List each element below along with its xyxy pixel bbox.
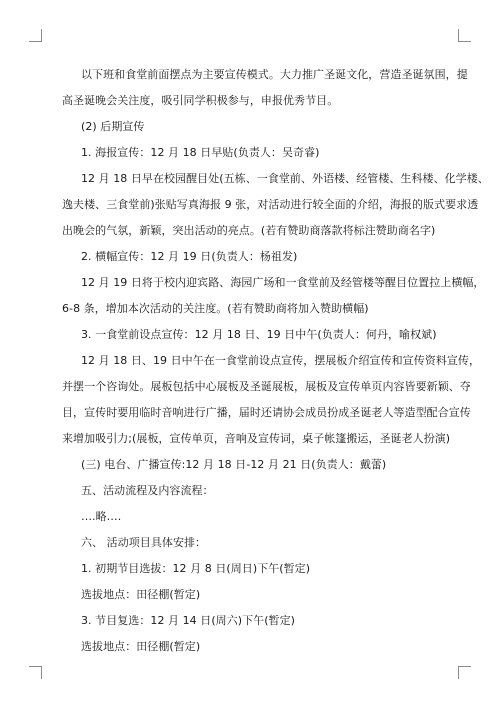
item-heading: 2. 横幅宣传：12 月 19 日(负责人：杨祖发): [81, 250, 298, 263]
crop-mark-bottom-left: [29, 666, 42, 679]
body-line: 12 月 18 日、19 日中午在一食堂前设点宣传，摆展板介绍宣传和宣传资料宣传，: [81, 354, 481, 367]
item-heading: 3. 节目复选：12 月 14 日(周六)下午(暂定): [81, 614, 295, 627]
document-body: [62, 62, 489, 660]
crop-mark-top-right: [458, 29, 471, 42]
body-line: 高圣诞晚会关注度，吸引同学积极参与，申报优秀节目。: [62, 94, 339, 107]
crop-mark-top-left: [29, 29, 42, 42]
body-line: 并摆一个咨询处。展板包括中心展板及圣诞展板，展板及宣传单页内容皆要新颖、夺: [62, 380, 471, 393]
body-line: 来增加吸引力;(展板，宣传单页，音响及宣传词，桌子帐篷搬运，圣诞老人扮演): [62, 432, 451, 445]
item-heading: 1. 初期节目选拔：12 月 8 日(周日)下午(暂定): [81, 562, 311, 575]
body-line: 选拔地点：田径棚(暂定): [81, 640, 201, 653]
section-heading: (2) 后期宣传: [81, 120, 145, 133]
body-line: 6-8 条，增加本次活动的关注度。(若有赞助商将加入赞助横幅): [62, 302, 369, 315]
section-heading: (三) 电台、广播宣传:12 月 18 日-12 月 21 日(负责人：戴蕾): [81, 458, 387, 471]
body-line: 逸夫楼、三食堂前)张贴写真海报 9 张，对活动进行较全面的介绍，海报的版式要求透: [62, 198, 479, 211]
body-line: 12 月 18 日早在校园醒目处(五栋、一食堂前、外语楼、经管楼、生科楼、化学楼、: [81, 172, 489, 185]
item-heading: 1. 海报宣传：12 月 18 日早贴(负责人：吴奇睿): [81, 146, 320, 159]
crop-mark-bottom-right: [458, 666, 471, 679]
section-heading: 六、 活动项目具体安排：: [81, 536, 207, 549]
body-line: 12 月 19 日将于校内迎宾路、海园广场和一食堂前及经管楼等醒目位置拉上横幅，: [81, 276, 485, 289]
item-heading: 3. 一食堂前设点宣传：12 月 18 日、19 日中午(负责人：何丹，喻权斌): [81, 328, 437, 341]
body-line: 出晚会的气氛，新颖，突出活动的亮点。(若有赞助商落款将标注赞助商名字): [62, 224, 436, 237]
body-line: ….略….: [81, 510, 122, 523]
section-heading: 五、活动流程及内容流程：: [81, 484, 214, 497]
body-line: 目，宣传时要用临时音响进行广播，届时还请协会成员扮成圣诞老人等造型配合宣传: [62, 406, 471, 419]
body-line: 以下班和食堂前面摆点为主要宣传模式。大力推广圣诞文化，营造圣诞氛围，提: [81, 68, 468, 81]
body-line: 选拔地点：田径棚(暂定): [81, 588, 201, 601]
